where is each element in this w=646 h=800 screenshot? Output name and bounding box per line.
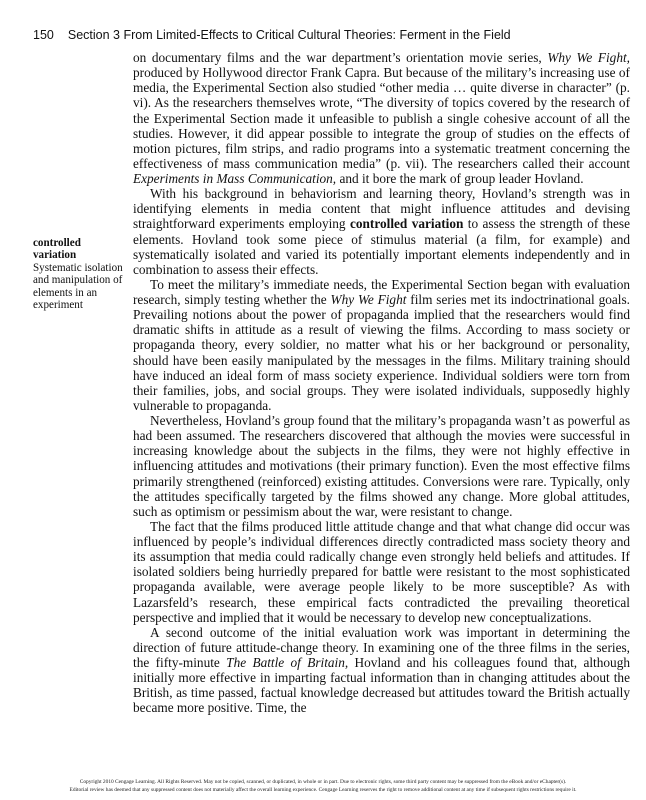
paragraph-1 xyxy=(133,50,630,186)
page-number: 150 xyxy=(33,28,54,42)
margin-glossary-note xyxy=(33,237,123,311)
text-run: and it bore the mark of group leader Hovland. xyxy=(336,171,584,186)
book-title: Experiments in Mass Communication, xyxy=(133,171,337,186)
film-title: The Battle of Britain, xyxy=(226,655,349,670)
text-run: to assess the strength of these elements. Hovland took some piece of stimulus material (a film, for example) and systematically isolated and varied its potentially important elements independently and in combination to assess their effects. xyxy=(133,216,630,277)
film-title: Why We Fight, xyxy=(547,50,631,65)
text-run: A second outcome of the initial evaluation work was important in determining the direction of future attitude-change theory. In examining one of the three films in the series, the fifty-minute xyxy=(133,624,630,670)
glossary-term: controlled variation xyxy=(33,237,81,262)
text-run: With his background in behaviorism and learning theory, Hovland’s strength was in identifying elements in media content that might influence attitudes and devising straightforward experiments employing xyxy=(133,186,630,232)
text-run: Hovland and his colleagues found that, although initially more effective in imparting factual information than in changing attitudes about the British, as time passed, factual knowledge decreased but attitudes toward the British actually became more positive. Time, the xyxy=(133,655,630,716)
film-title: Why We Fight xyxy=(330,292,407,307)
key-term: controlled variation xyxy=(349,216,464,232)
running-head xyxy=(33,28,633,42)
paragraph-6 xyxy=(133,625,630,716)
copyright-footer xyxy=(8,778,638,794)
text-run: To meet the military’s immediate needs, the Experimental Section began with evaluation research, simply testing whether the xyxy=(133,276,630,307)
glossary-definition: Systematic isolation and manipulation of elements in an experiment xyxy=(33,261,123,312)
text-run: film series met its indoctrinational goals. Prevailing notions about the power of propaganda implied that the researchers would find dramatic shifts in attitude as a result of viewing the films. According to mass society or propaganda theory, every soldier, no matter what his or her background or personality, should have been easily manipulated by the messages in the films. Military training should have induced an ideal form of mass society experience. Individual soldiers were torn from their families, jobs, and social groups. They were isolated individuals, supposedly highly vulnerable to propaganda. xyxy=(133,292,630,413)
paragraph-3 xyxy=(133,277,630,413)
copyright-line: Copyright 2010 Cengage Learning. All Rights Reserved. May not be copied, scanned, or duplicated, in whole or in part. Due to electronic rights, some third party content may be suppressed from the eBook and/or eChapter(s). xyxy=(79,779,567,785)
main-text-column xyxy=(133,50,630,716)
section-title: Section 3 From Limited-Effects to Critical Cultural Theories: Ferment in the Field xyxy=(67,28,511,42)
paragraph-2 xyxy=(133,186,630,277)
paragraph-4: Nevertheless, Hovland’s group found that the military’s propaganda wasn’t as powerful as had been assumed. The researchers discovered that although the movies were successful in increasing knowledge about the subjects in the films, they were not highly effective in influencing attitudes and motivations (their primary function). Even the most effective films primarily strengthened (reinforced) existing attitudes. Conversions were rare. Typically, only the attitudes specifically targeted by the films showed any change. More global attitudes, such as optimism or pessimism about the war, were resistant to change. xyxy=(133,413,630,519)
editorial-line: Editorial review has deemed that any suppressed content does not materially affect the overall learning experience. Cengage Learning reserves the right to remove additional content at any time if subsequent rights restrictions require it. xyxy=(69,787,577,793)
paragraph-5: The fact that the films produced little attitude change and that what change did occur was influenced by people’s individual differences directly contradicted mass society theory and its assumption that media could radically change even strongly held beliefs and attitudes. If isolated soldiers being hurriedly prepared for battle were resistant to the most sophisticated propaganda available, were average people likely to be more susceptible? As with Lazarsfeld’s research, these empirical facts contradicted the prevailing theoretical perspective and implied that it would be necessary to develop new conceptualizations. xyxy=(133,518,630,625)
text-run: produced by Hollywood director Frank Capra. But because of the military’s increasing use of media, the Experimental Section also studied “other media … quite diverse in character” (p. vi). As the researchers themselves wrote, “The diversity of topics covered by the research of the Experimental Section made it unfeasible to publish a single cohesive account of all the studies. However, it did appear possible to integrate the group of studies on the effects of motion pictures, film strips, and radio programs into a systematic treatment concerning the effectiveness of mass communication media” (p. vii). The researchers called their account xyxy=(133,65,630,171)
text-run: on documentary films and the war department’s orientation movie series, xyxy=(133,50,548,65)
